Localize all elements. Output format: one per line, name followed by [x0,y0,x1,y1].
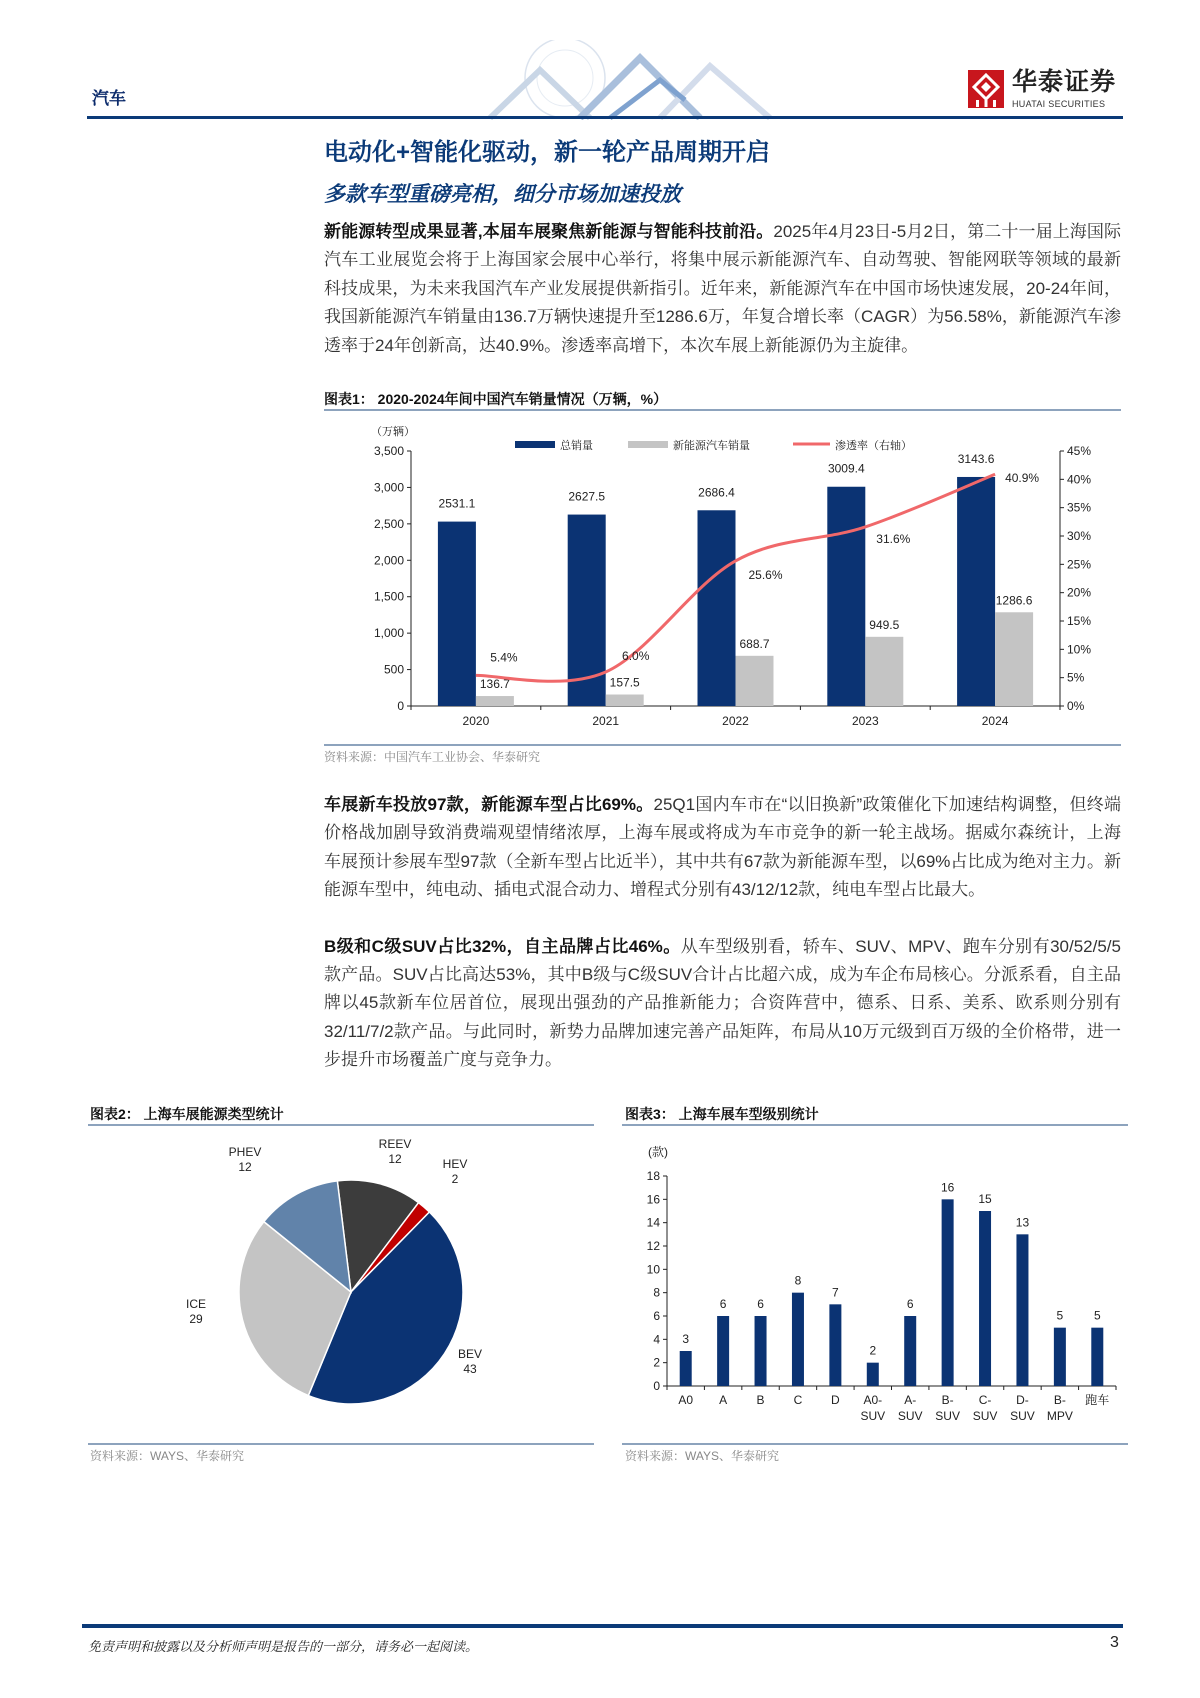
bar-model-class [829,1304,841,1386]
legend-swatch-total [515,441,555,448]
pie-value-bev: 43 [463,1361,477,1376]
x-tick-label: A [719,1392,728,1407]
bar-total-label: 2531.1 [438,496,476,511]
bar-value-label: 13 [1015,1215,1030,1230]
bar-total-label: 2627.5 [568,489,606,504]
logo-text-cn: 华泰证券 [1012,68,1117,96]
bar-total-sales [438,522,476,706]
y2-tick-label: 15% [1067,614,1092,629]
y2-tick-label: 10% [1067,642,1092,657]
bar-model-class [979,1211,991,1386]
y-axis-unit: (款) [648,1144,668,1159]
bar-nev-sales [736,656,774,706]
y2-tick-label: 20% [1067,585,1092,600]
penetration-rate-label: 5.4% [490,650,518,665]
page-number: 3 [1110,1634,1119,1651]
bar-model-class [755,1316,767,1386]
x-tick-label: B- [941,1392,954,1407]
footer-divider [82,1624,1123,1628]
y2-tick-label: 25% [1067,557,1092,572]
bar-total-label: 3143.6 [957,451,995,466]
penetration-rate-label: 31.6% [876,531,911,546]
figure3 [622,1105,1128,1464]
y-tick-label: 0 [397,699,404,714]
x-tick-label: SUV [935,1408,960,1423]
figure1-source: 资料来源：中国汽车工业协会、华泰研究 [324,750,541,765]
x-tick-label: D [831,1392,840,1407]
bar-value-label: 6 [719,1296,727,1311]
y-tick-label: 12 [646,1238,660,1253]
x-tick-label: SUV [972,1408,998,1423]
bar-value-label: 8 [794,1273,802,1288]
bar-value-label: 6 [906,1296,914,1311]
page-title: 电动化+智能化驱动，新一轮产品周期开启 [324,139,771,166]
paragraph-lead: B级和C级SUV占比32%，自主品牌占比46%。 [324,936,681,956]
figure2-rule [88,1124,594,1126]
figure2-bottom-rule [88,1443,594,1445]
y-tick-label: 6 [653,1308,660,1323]
figure3-source: 资料来源：WAYS、华泰研究 [625,1448,780,1463]
paragraph-body: 2025年4月23日-5月2日，第二十一届上海国际汽车工业展览会将于上海国家会展中心举行，将集中展示新能源汽车、自动驾驶、智能网联等领域的最新科技成果，为未来我国汽车产业发展提供新指引。近年来，新能源汽车在中国市场快速发展，20-24年间，我国新能源汽车销量由136.7万辆快速提升至1286.6万，年复合增长率（CAGR）为56.58%，新能源汽车渗透率于24年创新高，达40.9%。渗透率高增下，本次车展上新能源仍为主旋律。 [324,222,1121,355]
figure1-bottom-rule [324,744,1121,746]
x-tick-label: C- [978,1392,992,1407]
legend-swatch-nev [628,441,668,448]
logo-text-en: HUATAI SECURITIES [1012,99,1106,109]
y-tick-label: 2,500 [373,516,404,531]
section-tag: 汽车 [92,89,126,108]
y2-tick-label: 0% [1067,699,1085,714]
bar-value-label: 7 [832,1285,839,1300]
bar-model-class [717,1316,729,1386]
y-tick-label: 14 [646,1215,660,1230]
x-tick-label: 2020 [462,714,490,729]
y-tick-label: 1,500 [373,589,404,604]
bar-total-sales [698,510,736,706]
bar-total-sales [827,487,865,706]
pie-label-reev: REEV [378,1136,412,1151]
y-tick-label: 8 [653,1285,660,1300]
content-column [90,218,1121,1464]
x-tick-label: SUV [860,1408,886,1423]
energy-type-pie-chart [90,1132,594,1443]
legend-label-rate: 渗透率（右轴） [835,440,912,453]
x-tick-label: D- [1016,1392,1029,1407]
pie-value-hev: 2 [451,1171,459,1186]
x-tick-label: 2022 [722,714,749,729]
bar-value-label: 6 [757,1296,764,1311]
figure3-bottom-rule [622,1443,1128,1445]
legend-label-total: 总销量 [560,440,593,453]
x-tick-label: 2021 [592,714,620,729]
bar-nev-label: 157.5 [609,675,640,690]
model-class-bar-chart [622,1136,1128,1443]
bar-nev-label: 688.7 [739,636,770,651]
huatai-logo [968,68,1124,112]
figure1-title: 图表1： 2020-2024年间中国汽车销量情况（万辆，%） [324,391,668,408]
bar-total-label: 2686.4 [698,485,735,500]
paragraph-suv-share [324,933,1121,1075]
bar-nev-label: 136.7 [479,677,510,692]
pie-value-ice: 29 [189,1311,203,1326]
bar-model-class [792,1292,804,1385]
y2-tick-label: 45% [1067,444,1092,459]
figure-row [88,1105,1128,1464]
figure3-title: 图表3： 上海车展车型级别统计 [625,1105,819,1122]
x-tick-label: A- [904,1392,917,1407]
penetration-rate-label: 6.0% [622,649,650,664]
figure1-rule [324,409,1121,411]
bar-nev-sales [476,696,514,706]
bar-nev-sales [865,637,903,706]
y-tick-label: 2,000 [373,553,404,568]
bar-model-class [1091,1327,1103,1385]
x-tick-label: C [793,1392,803,1407]
y-tick-label: 0 [653,1378,660,1393]
x-tick-label: MPV [1046,1408,1073,1423]
penetration-rate-label: 40.9% [1005,471,1040,486]
legend-label-nev: 新能源汽车销量 [673,440,750,453]
figure2-source: 资料来源：WAYS、华泰研究 [90,1448,245,1463]
y-tick-label: 18 [646,1168,660,1183]
x-tick-label: 2024 [981,714,1009,729]
pie-label-bev: BEV [457,1346,483,1361]
header-decoration [470,40,790,120]
bar-value-label: 5 [1093,1308,1101,1323]
penetration-rate-label: 25.6% [748,567,783,582]
x-tick-label: 2023 [851,714,879,729]
paragraph-body: 从车型级别看，轿车、SUV、MPV、跑车分别有30/52/5/5款产品。SUV占比高达53%，其中B级与C级SUV合计占比超六成，成为车企布局核心。分派系看，自主品牌以45款新车位居首位，展现出强劲的产品推新能力；合资阵营中，德系、日系、美系、欧系则分别有32/11/7/2款产品。与此同时，新势力品牌加速完善产品矩阵，布局从10万元级到百万级的全价格带，进一步提升市场覆盖广度与竞争力。 [324,936,1121,1070]
y2-tick-label: 40% [1067,472,1092,487]
bar-value-label: 3 [682,1331,690,1346]
bar-model-class [1016,1234,1028,1386]
paragraph-new-models [324,791,1121,905]
bar-value-label: 5 [1056,1308,1064,1323]
pie-label-hev: HEV [442,1156,468,1171]
figure2-title: 图表2： 上海车展能源类型统计 [90,1105,284,1122]
y2-tick-label: 5% [1067,670,1085,685]
y-axis-unit: （万辆） [371,426,415,439]
y-tick-label: 500 [383,662,404,677]
pie-label-ice: ICE [185,1296,207,1311]
bar-nev-label: 949.5 [869,617,900,632]
figure1 [324,390,1121,765]
x-tick-label: B [756,1392,765,1407]
pie-value-reev: 12 [388,1151,402,1166]
bar-value-label: 15 [978,1191,992,1206]
paragraph-lead: 车展新车投放97款，新能源车型占比69%。 [324,795,654,815]
bar-nev-sales [995,612,1033,706]
y-tick-label: 1,000 [373,626,404,641]
y-tick-label: 16 [646,1192,660,1207]
bar-model-class [680,1351,692,1386]
x-tick-label: B- [1053,1392,1066,1407]
y2-tick-label: 35% [1067,500,1092,515]
x-tick-label: 跑车 [1085,1392,1110,1407]
pie-label-phev: PHEV [228,1144,262,1159]
y2-tick-label: 30% [1067,529,1092,544]
pie-value-phev: 12 [238,1159,252,1174]
bar-total-label: 3009.4 [827,461,865,476]
bar-model-class [867,1362,879,1385]
bar-model-class [904,1316,916,1386]
figure2 [88,1105,594,1464]
header-divider [87,116,1123,119]
y-tick-label: 3,000 [373,480,404,495]
bar-total-sales [957,477,995,706]
paragraph-body: 25Q1国内车市在“以旧换新”政策催化下加速结构调整，但终端价格战加剧导致消费端观望情绪浓厚，上海车展或将成为车市竞争的新一轮主战场。据威尔森统计，上海车展预计参展车型97款（全新车型占比近半），其中共有67款为新能源车型，以69%占比成为绝对主力。新能源车型中，纯电动、插电式混合动力、增程式分别有43/12/12款，纯电车型占比最大。 [324,795,1121,900]
y-tick-label: 2 [653,1355,660,1370]
bar-model-class [942,1199,954,1386]
footer-disclaimer: 免责声明和披露以及分析师声明是报告的一部分，请务必一起阅读。 [88,1639,479,1654]
y-tick-label: 4 [653,1332,660,1347]
figure3-rule [622,1124,1128,1126]
logo-mark-icon [968,70,1004,108]
bar-model-class [1054,1327,1066,1385]
bar-nev-sales [606,695,644,706]
sales-chart [320,423,1125,744]
y-tick-label: 10 [646,1262,660,1277]
x-tick-label: A0- [863,1392,883,1407]
bar-value-label: 2 [869,1343,877,1358]
x-tick-label: A0 [678,1392,694,1407]
section-subtitle: 多款车型重磅亮相，细分市场加速投放 [324,183,681,206]
x-tick-label: SUV [897,1408,923,1423]
bar-value-label: 16 [940,1180,955,1195]
x-tick-label: SUV [1010,1408,1035,1423]
paragraph-lead: 新能源转型成果显著,本届车展聚焦新能源与智能科技前沿。 [324,222,774,241]
bar-nev-label: 1286.6 [995,593,1033,608]
paragraph-nev-transition [324,218,1121,360]
y-tick-label: 3,500 [373,444,404,459]
